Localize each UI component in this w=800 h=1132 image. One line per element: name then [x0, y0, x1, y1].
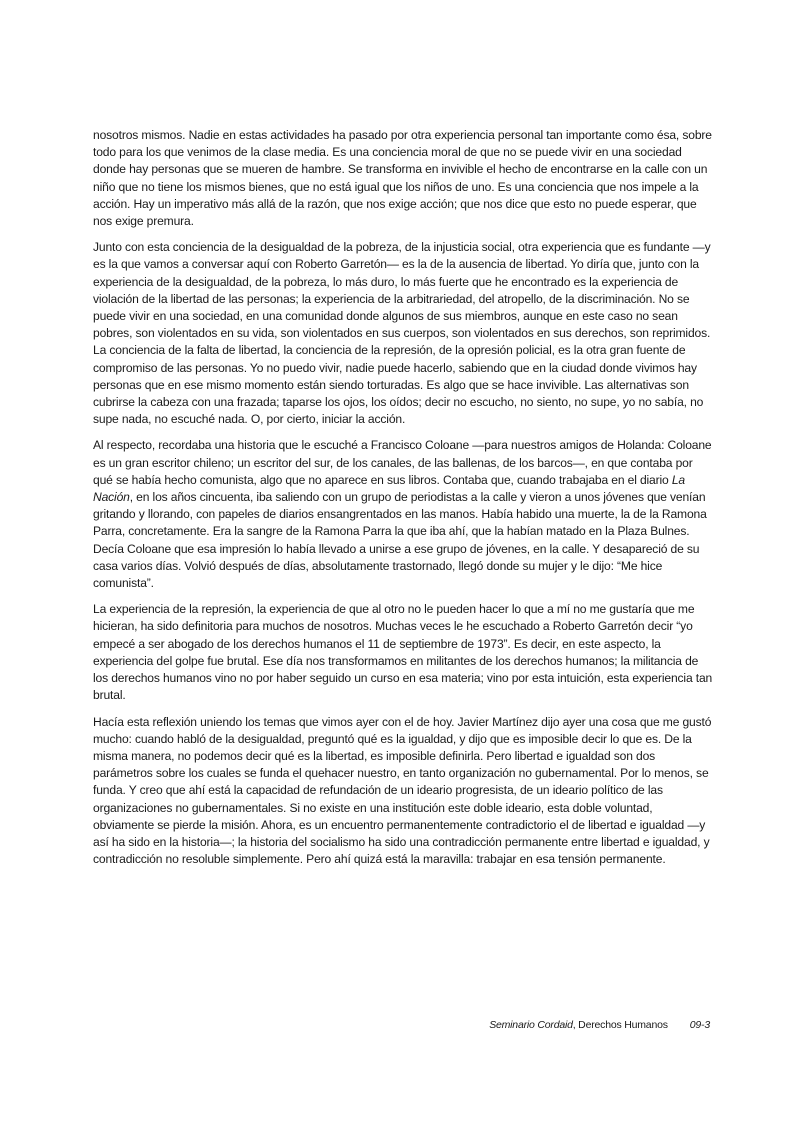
paragraph-5: [93, 714, 713, 869]
footer-page-number: 09-3: [689, 1019, 710, 1031]
text-run: Hacía esta reflexión uniendo los temas que vimos ayer con el de hoy. Javier Martínez dijo ayer una cosa que me gustó mucho: cuando habló de la desigualdad, preguntó qué es la igualdad, y dijo que es imposible decir lo que es. De la misma manera, no podemos decir qué es la libertad, es imposible definirla. Pero libertad e igualdad son dos parámetros sobre los cuales se funda el quehacer nuestro, en tanto organización no gubernamental. Por lo menos, se funda. Y creo que ahí está la capacidad de refundación de un ideario progresista, de un ideario político de las organizaciones no gubernamentales. Si no existe en una institución este doble ideario, esta doble voluntad, obviamente se pierde la misión. Ahora, es un encuentro permanentemente contradictorio el de libertad e igualdad —y así ha sido en la historia—; la historia del socialismo ha sido una contradicción permanente entre libertad e igualdad, y contradicción no resoluble simplemente. Pero ahí quizá está la maravilla: trabajar en esa tensión permanente.: [93, 714, 712, 867]
text-run: nosotros mismos. Nadie en estas actividades ha pasado por otra experiencia personal tan importante como ésa, sobre todo para los que venimos de la clase media. Es una conciencia moral de que no se puede vivir en una sociedad donde hay personas que se mueren de hambre. Se transforma en invivible el hecho de encontrarse en la calle con un niño que no tiene los mismos bienes, que no está igual que los niños de uno. Es una conciencia que nos impele a la acción. Hay un imperativo más allá de la razón, que nos exige acción; que nos dice que esto no puede esperar, que nos exige premura.: [93, 128, 712, 229]
paragraph-4: [93, 601, 713, 704]
text-run: La experiencia de la represión, la experiencia de que al otro no le pueden hacer lo que a mí no me gustaría que me hicieran, ha sido definitoria para muchos de nosotros. Muchas veces le he escuchado a Roberto Garretón decir “yo empecé a ser abogado de los derechos humanos el 11 de septiembre de 1973”. Es decir, en este aspecto, la experiencia del golpe fue brutal. Ese día nos transformamos en militantes de los derechos humanos; la militancia de los derechos humanos vino no por haber seguido un curso en esa materia; vino por esta intuición, esta experiencia tan brutal.: [93, 602, 713, 703]
paragraph-1: [93, 127, 713, 230]
page-footer: [420, 1019, 710, 1031]
text-run: Junto con esta conciencia de la desigualdad de la pobreza, de la injusticia social, otra experiencia que es fundante —y es la que vamos a conversar aquí con Roberto Garretón— es la de la ausencia de libertad. Yo diría que, junto con la experiencia de la desigualdad, de la pobreza, lo más duro, lo más fuerte que he encontrado es la experiencia de violación de la libertad de las personas; la experiencia de la arbitrariedad, del atropello, de la discriminación. No se puede vivir en una sociedad, en una comunidad donde algunos de sus miembros, aunque en este caso no sean pobres, son violentados en su vida, son violentados en sus cuerpos, son violentados en sus derechos, son reprimidos. La conciencia de la falta de libertad, la conciencia de la represión, de la opresión policial, es la otra gran fuente de compromiso de las personas. Yo no puedo vivir, nadie puede hacerlo, sabiendo que en la ciudad donde vivimos hay personas que en ese mismo momento están siendo torturadas. Es algo que se hace invivible. Las alternativas son cubrirse la cabeza con una frazada; taparse los ojos, los oídos; decir no escucho, no siento, no supe, yo no sabía, no supe nada, no escuché nada. O, por cierto, iniciar la acción.: [93, 240, 711, 427]
text-run: , en los años cincuenta, iba saliendo con un grupo de periodistas a la calle y vieron a unos jóvenes que venían gritando y llorando, con papeles de diarios ensangrentados en las manos. Había habido una muerte, la de la Ramona Parra, concretamente. Era la sangre de la Ramona Parra la que iba ahí, que la habían matado en la Plaza Bulnes. Decía Coloane que esa impresión lo había llevado a unirse a ese grupo de jóvenes, en la calle. Y desapareció de su casa varios días. Volvió después de días, absolutamente trastornado, llegó donde su mujer y le dijo: “Me hice comunista”.: [93, 490, 707, 591]
document-body: [93, 127, 713, 877]
italic-text-run: La Nación: [93, 472, 685, 505]
paragraph-3: [93, 437, 713, 592]
footer-title: , Derechos Humanos: [572, 1019, 668, 1031]
footer-seminar-name: Seminario Cordaid: [489, 1019, 573, 1031]
text-run: Al respecto, recordaba una historia que le escuché a Francisco Coloane —para nuestros amigos de Holanda: Coloane es un gran escritor chileno; un escritor del sur, de los canales, de las ballenas, de los barcos—, en que contaba por qué se había hecho comunista, algo que no aparece en sus libros. Contaba que, cuando trabajaba en el diario: [93, 438, 712, 487]
paragraph-2: [93, 239, 713, 428]
